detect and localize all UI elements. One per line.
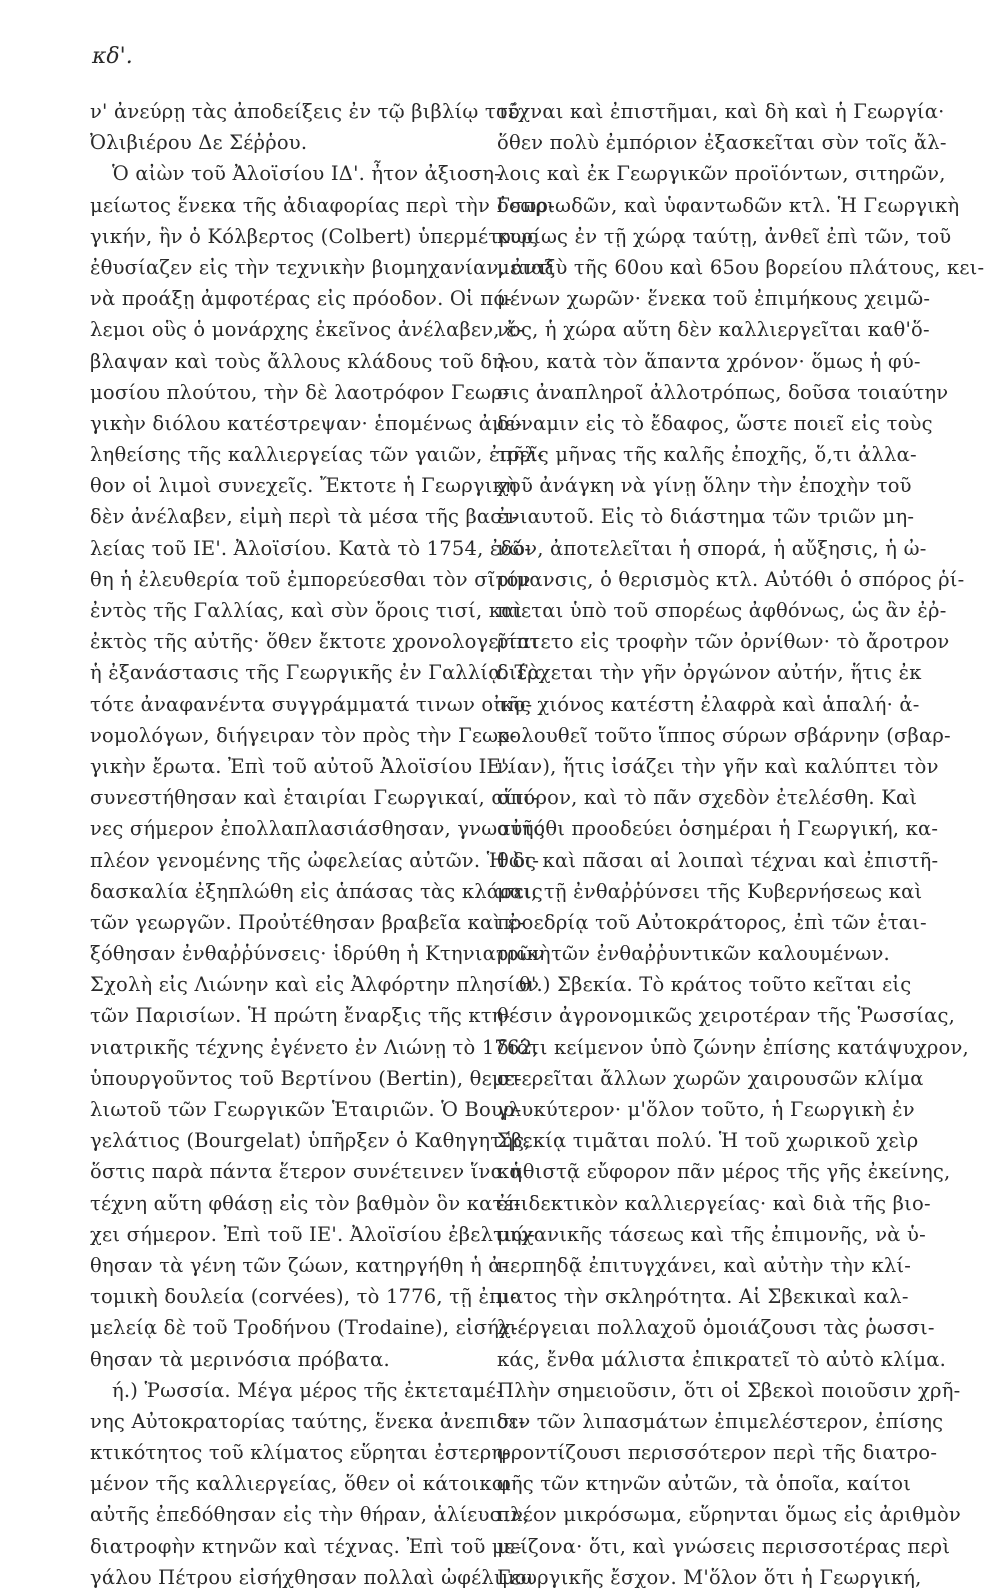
text-line: μείωτος ἕνεκα τῆς ἀδιαφορίας περὶ τὴν Γεωρ- xyxy=(90,193,555,217)
text-line: κυρίως ἐν τῇ χώρᾳ ταύτῃ, ἀνθεῖ ἐπὶ τῶν, τοῦ xyxy=(497,224,952,248)
text-line: σπόρον, καὶ τὸ πᾶν σχεδὸν ἐτελέσθη. Καὶ xyxy=(497,786,918,810)
text-line: γλυκύτερον· μ'ὅλον τοῦτο, ἡ Γεωργικὴ ἐν xyxy=(497,1098,915,1121)
text-line: δασκαλία ἐξηπλώθη εἰς ἁπάσας τὰς κλάσεις xyxy=(90,879,543,903)
text-line: θησαν τὰ γένη τῶν ζώων, κατηργήθη ἡ ἀ- xyxy=(90,1253,509,1277)
text-line: Πλὴν σημειοῦσιν, ὅτι οἱ Σβεκοὶ ποιοῦσιν χρῆ- xyxy=(497,1378,961,1402)
text-line: κάς, ἔνθα μάλιστα ἐπικρατεῖ τὸ αὐτὸ κλίμα. xyxy=(497,1347,946,1371)
text-line: θέσιν ἀγρονομικῶς χειροτέραν τῆς Ῥωσσίας, xyxy=(497,1004,955,1028)
text-line: σις ἀναπληροῖ ἀλλοτρόπως, δοῦσα τοιαύτην xyxy=(497,380,949,404)
text-line: μένον τῆς καλλιεργείας, ὅθεν οἱ κάτοικοι xyxy=(90,1472,512,1496)
text-line: διέρχεται τὴν γῆν ὀργώνον αὐτήν, ἥτις ἐκ xyxy=(497,661,922,685)
text-line: τρεῖς μῆνας τῆς καλῆς ἐποχῆς, ὅ,τι ἀλλα- xyxy=(497,443,917,467)
text-line: ληθείσης τῆς καλλιεργείας τῶν γαιῶν, ἐπῆλ- xyxy=(90,443,544,467)
text-line: λιέργειαι πολλαχοῦ ὁμοιάζουσι τὰς ῥωσσι- xyxy=(497,1316,935,1340)
text-line: ν' ἀνεύρῃ τὰς ἀποδείξεις ἐν τῷ βιβλίῳ τοῦ xyxy=(90,100,520,123)
text-line: γάλου Πέτρου εἰσήχθησαν πολλαὶ ὠφέλιμοι xyxy=(90,1565,535,1589)
text-line: ἐθυσίαζεν εἰς τὴν τεχνικὴν βιομηχανίαν, ἀντὶ xyxy=(90,255,556,279)
text-line: λοις καὶ ἐκ Γεωργικῶν προϊόντων, σιτηρῶν, xyxy=(497,162,946,186)
text-line: μεταξὺ τῆς 60ου καὶ 65ου βορείου πλάτους, κει- xyxy=(497,255,985,279)
text-line: ὅστις παρὰ πάντα ἕτερον συνέτεινεν ἵνα ἡ xyxy=(90,1160,523,1184)
text-line: Σβεκίᾳ τιμᾶται πολύ. Ἡ τοῦ χωρικοῦ χεὶρ xyxy=(497,1129,919,1153)
text-line: Ὀλιβιέρου Δε Σέῤῥου. xyxy=(90,131,308,155)
text-line: ἐκτὸς τῆς αὐτῆς· ὅθεν ἔκτοτε χρονολογεῖται xyxy=(90,630,539,654)
text-line: καθιστᾷ εὔφορον πᾶν μέρος τῆς γῆς ἐκείνης, xyxy=(497,1160,951,1184)
text-line: προεδρίᾳ τοῦ Αὐτοκράτορος, ἐπὶ τῶν ἑται- xyxy=(497,910,927,934)
text-line: μείζονα· ὅτι, καὶ γνώσεις περισσοτέρας περὶ xyxy=(497,1534,951,1558)
text-line: θὼς καὶ πᾶσαι αἱ λοιπαὶ τέχναι καὶ ἐπιστῆ- xyxy=(497,848,939,872)
text-line: τότε ἀναφανέντα συγγράμματά τινων οἰκο- xyxy=(90,692,533,716)
text-line: θησαν τὰ μερινόσια πρόβατα. xyxy=(90,1347,390,1371)
text-line: μένων χωρῶν· ἕνεκα τοῦ ἐπιμήκους χειμῶ- xyxy=(497,287,931,311)
text-line: κολουθεῖ τοῦτο ἵππος σύρων σβάρνην (σβαρ- xyxy=(497,723,951,747)
text-line: πλέον γενομένης τῆς ὠφελείας αὐτῶν. Ἡ δι- xyxy=(90,848,540,872)
text-line: ἐνιαυτοῦ. Εἰς τὸ διάστημα τῶν τριῶν μη- xyxy=(497,505,915,529)
text-line: αὐτόθι προοδεύει ὁσημέραι ἡ Γεωργική, κα- xyxy=(497,817,939,841)
text-line: ὀσπριωδῶν, καὶ ὑφαντωδῶν κτλ. Ἡ Γεωργικὴ xyxy=(497,193,960,217)
text-line: γελάτιος (Bourgelat) ὑπῆρξεν ὁ Καθηγητής, xyxy=(90,1129,531,1153)
text-line: τέχνη αὕτη φθάσῃ εἰς τὸν βαθμὸν ὃν κατέ- xyxy=(90,1191,521,1215)
text-line: δύναμιν εἰς τὸ ἔδαφος, ὥστε ποιεῖ εἰς τοὺς xyxy=(497,411,933,435)
text-line: σιν τῶν λιπασμάτων ἐπιμελέστερον, ἐπίσης xyxy=(497,1409,944,1433)
text-line: περπηδᾷ ἐπιτυγχάνει, καὶ αὐτὴν τὴν κλί- xyxy=(497,1253,912,1277)
text-line: τῶν Παρισίων. Ἡ πρώτη ἔναρξις τῆς κτη- xyxy=(90,1004,511,1028)
text-line: φῆς τῶν κτηνῶν αὐτῶν, τὰ ὁποῖα, καίτοι xyxy=(497,1472,912,1496)
text-line: πλέον μικρόσωμα, εὕρηνται ὅμως εἰς ἀριθμὸν xyxy=(497,1503,961,1527)
text-line: ριῶν τῶν ἐνθαῤῥυντικῶν καλουμένων. xyxy=(497,942,890,966)
text-line: νες σήμερον ἐπολλαπλασιάσθησαν, γνωστῆς xyxy=(90,817,545,841)
text-line: τῆς χιόνος κατέστη ἐλαφρὰ καὶ ἁπαλή· ἀ- xyxy=(497,692,920,716)
text-line: τομικὴ δουλεία (corvées), τὸ 1776, τῇ ἐπι- xyxy=(90,1285,517,1309)
text-line: γικὴν διόλου κατέστρεψαν· ἑπομένως ἀμε- xyxy=(90,411,523,435)
text-line: νης Αὐτοκρατορίας ταύτης, ἕνεκα ἀνεπιδε- xyxy=(90,1409,526,1433)
text-line: ἐπιδεκτικὸν καλλιεργείας· καὶ διὰ τῆς βιο- xyxy=(497,1191,931,1215)
text-line: ματος τὴν σκληρότητα. Αἱ Σβεκικαὶ καλ- xyxy=(497,1285,909,1309)
text-line: θ'.) Σβεκία. Τὸ κράτος τοῦτο κεῖται εἰς xyxy=(519,973,912,997)
text-line: ἡ ἐξανάστασις τῆς Γεωργικῆς ἐν Γαλλίᾳ. Τὰ xyxy=(90,661,542,685)
text-line: χει σήμερον. Ἐπὶ τοῦ ΙΕ'. Ἀλοϊσίου ἐβελτιώ- xyxy=(90,1222,535,1246)
text-line: γικήν, ἣν ὁ Κόλβερτος (Colbert) ὑπερμέτρως xyxy=(90,224,539,248)
text-line: ρίπτετο εἰς τροφὴν τῶν ὀρνίθων· τὸ ἄροτρον xyxy=(497,630,950,654)
text-line: ή.) Ῥωσσία. Μέγα μέρος τῆς ἐκτεταμέ- xyxy=(112,1378,503,1402)
text-line: μοσίου πλούτου, τὴν δὲ λαοτρόφον Γεωρ- xyxy=(90,380,510,404)
text-line: λου, κατὰ τὸν ἅπαντα χρόνον· ὅμως ἡ φύ- xyxy=(497,349,921,373)
text-line: νίαν), ἥτις ἰσάζει τὴν γῆν καὶ καλύπτει τὸν xyxy=(497,754,939,778)
text-line: πτεται ὑπὸ τοῦ σπορέως ἀφθόνως, ὡς ἂν ἐῤ- xyxy=(497,599,947,622)
text-line: νῶν, ἀποτελεῖται ἡ σπορά, ἡ αὔξησις, ἡ ὠ- xyxy=(497,536,927,560)
text-line: νομολόγων, διήγειραν τὸν πρὸς τὴν Γεωρ- xyxy=(90,723,517,747)
text-line: μηχανικῆς τάσεως καὶ τῆς ἐπιμονῆς, νὰ ὑ- xyxy=(497,1222,926,1246)
text-line: αὐτῆς ἐπεδόθησαν εἰς τὴν θήραν, ἁλίευσιν, xyxy=(90,1503,530,1527)
text-line: δὲν ἀνέλαβεν, εἰμὴ περὶ τὰ μέσα τῆς βασι- xyxy=(90,505,519,529)
text-line: νιατρικῆς τέχνης ἐγένετο ἐν Λιώνῃ τὸ 1762, xyxy=(90,1035,539,1059)
text-line: λιωτοῦ τῶν Γεωργικῶν Ἑταιριῶν. Ὁ Βουρ- xyxy=(90,1098,522,1121)
text-line: νος, ἡ χώρα αὕτη δὲν καλλιεργεῖται καθ'ὅ- xyxy=(497,318,930,342)
text-line: στερεῖται ἄλλων χωρῶν χαιρουσῶν κλίμα xyxy=(497,1066,924,1090)
text-line: ρίμανσις, ὁ θερισμὸς κτλ. Αὐτόθι ὁ σπόρος ῥί- xyxy=(497,567,965,591)
text-line: διατροφὴν κτηνῶν καὶ τέχνας. Ἐπὶ τοῦ με- xyxy=(90,1534,522,1558)
text-line: Σχολὴ εἰς Λιώνην καὶ εἰς Ἀλφόρτην πλησίον xyxy=(90,973,540,997)
text-line: ξόθησαν ἐνθαῤῥύνσεις· ἱδρύθη ἡ Κτηνιατρικὴ xyxy=(90,942,551,966)
text-line: φροντίζουσι περισσότερον περὶ τῆς διατρο- xyxy=(497,1441,938,1465)
text-line: συνεστήθησαν καὶ ἑταιρίαι Γεωργικαί, αἵτι- xyxy=(90,786,539,810)
text-line: νὰ προάξῃ ἀμφοτέρας εἰς πρόοδον. Οἱ πό- xyxy=(90,287,513,311)
text-line: μαι, τῇ ἐνθαῤῥύνσει τῆς Κυβερνήσεως καὶ xyxy=(497,879,923,903)
text-line: Ὁ αἰὼν τοῦ Ἀλοϊσίου ΙΔ'. ἦτον ἀξιοση- xyxy=(112,162,501,186)
text-line: Γεωργικῆς ἔσχον. Μ'ὅλον ὅτι ἡ Γεωργική, xyxy=(497,1565,922,1589)
text-line: χοῦ ἀνάγκη νὰ γίνῃ ὅλην τὴν ἐποχὴν τοῦ xyxy=(497,474,912,498)
text-line: τέχναι καὶ ἐπιστῆμαι, καὶ δὴ καὶ ἡ Γεωργία· xyxy=(497,100,945,123)
text-line: θον οἱ λιμοὶ συνεχεῖς. Ἔκτοτε ἡ Γεωργικὴ xyxy=(90,474,517,498)
page-number: κδ'. xyxy=(92,44,133,69)
text-line: βλαψαν καὶ τοὺς ἄλλους κλάδους τοῦ δη- xyxy=(90,349,511,373)
text-line: μελείᾳ δὲ τοῦ Τροδήνου (Trodaine), εἰσήχ- xyxy=(90,1316,518,1340)
text-line: ὅθεν πολὺ ἐμπόριον ἐξασκεῖται σὺν τοῖς ἄλ- xyxy=(497,131,947,155)
left-column xyxy=(90,96,556,1593)
text-line: λείας τοῦ ΙΕ'. Ἀλοϊσίου. Κατὰ τὸ 1754, ἐδό- xyxy=(90,536,532,560)
text-line: κτικότητος τοῦ κλίματος εὕρηται ἐστερη- xyxy=(90,1441,511,1465)
text-line: θη ἡ ἐλευθερία τοῦ ἐμπορεύεσθαι τὸν σῖτον xyxy=(90,567,531,591)
text-line: ὑπουργοῦντος τοῦ Βερτίνου (Bertin), θεμε- xyxy=(90,1066,522,1090)
right-column xyxy=(497,96,985,1593)
text-line: γικὴν ἔρωτα. Ἐπὶ τοῦ αὐτοῦ Ἀλοϊσίου ΙΕ'. xyxy=(90,754,513,778)
text-line: ἐντὸς τῆς Γαλλίας, καὶ σὺν ὅροις τισί, καὶ xyxy=(90,599,523,622)
text-line: τῶν γεωργῶν. Προὐτέθησαν βραβεῖα καὶ ἐ- xyxy=(90,910,525,934)
text-line: λεμοι οὓς ὁ μονάρχης ἐκεῖνος ἀνέλαβεν, ἔ- xyxy=(90,318,524,342)
text-line: διότι κείμενον ὑπὸ ζώνην ἐπίσης κατάψυχρον, xyxy=(497,1035,969,1059)
